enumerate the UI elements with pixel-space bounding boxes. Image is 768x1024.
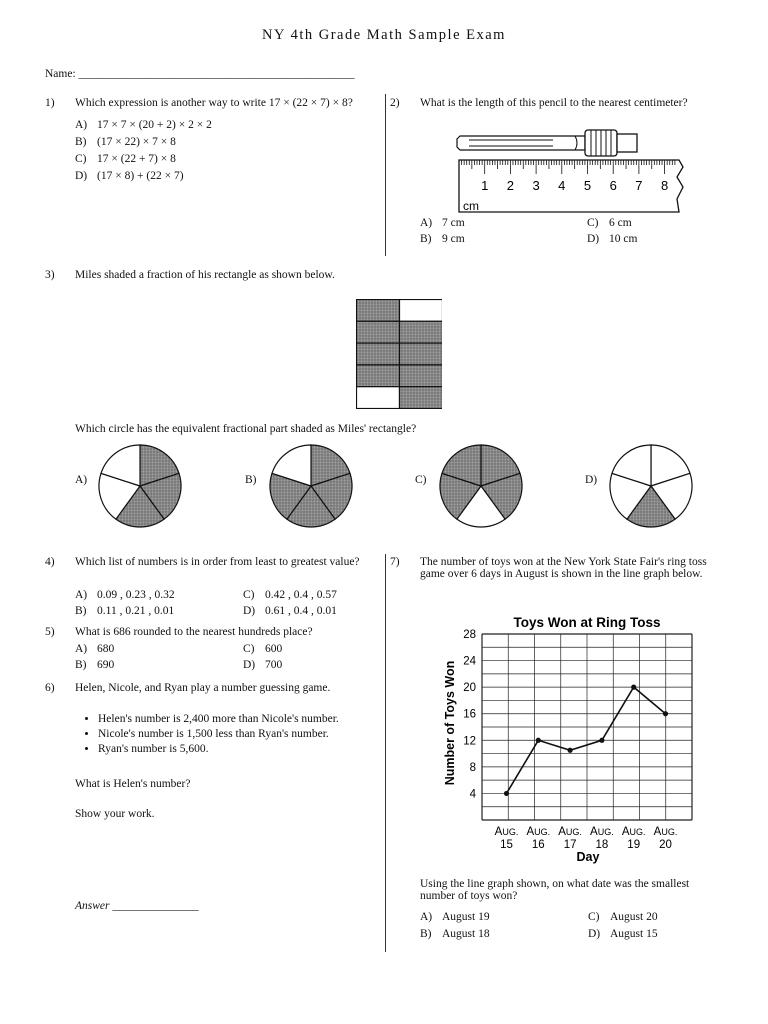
ruler-number: 4 [558,178,566,193]
q2-option-b[interactable] [420,233,465,245]
ruler-number: 8 [660,178,669,193]
ruler-icon [459,160,683,213]
option-text: August 18 [442,928,490,940]
circle-b[interactable] [267,442,355,530]
x-tick-label-bottom: 16 [531,839,545,851]
option-text: August 20 [610,911,658,923]
circle-c[interactable] [437,442,525,530]
option-letter: B) [75,659,87,671]
question-3-prompt: Which circle has the equivalent fractional part shaded as Miles' rectangle? [75,423,417,435]
option-letter: C) [243,643,255,655]
name-line[interactable] [45,68,355,80]
answer-line[interactable] [75,900,199,912]
q2-option-a[interactable] [420,217,465,229]
ruler-number: 3 [532,178,540,193]
y-tick-label: 12 [463,735,476,748]
question-7-number: 7) [390,556,400,568]
ruler-number: 6 [609,178,617,193]
option-letter: A) [420,911,433,923]
option-letter: B) [420,928,432,940]
rectangle-cell [400,387,443,409]
option-text: 10 cm [609,233,638,245]
option-letter: C) [587,217,599,229]
q4-option-c[interactable] [243,589,337,601]
bullet-item: • Helen's number is 2,400 more than Nicole's number. [98,713,378,725]
data-point [631,685,636,690]
question-3-number: 3) [45,269,55,281]
question-2-number: 2) [390,97,400,109]
x-tick-label-bottom: 20 [659,839,672,851]
answer-blank[interactable]: _______________ [112,900,199,912]
ruler-number: 1 [481,178,489,193]
bullet-item: • Nicole's number is 1,500 less than Ryan's number. [98,728,378,740]
option-letter: A) [75,119,88,131]
ruler-number: 5 [583,178,592,193]
data-point [568,748,573,753]
ruler-unit-label: cm [463,199,479,213]
option-letter: D) [75,170,88,182]
option-text: 690 [97,659,115,671]
rectangle-cell [400,365,443,387]
option-text: 6 cm [609,217,632,229]
q5-option-b[interactable] [75,659,115,671]
option-letter: B) [75,136,87,148]
question-6-number: 6) [45,682,55,694]
option-text: 600 [265,643,283,655]
q4-option-a[interactable] [75,589,175,601]
option-letter: A) [420,217,433,229]
option-text: 17 × 7 × (20 + 2) × 2 × 2 [97,119,212,131]
q4-option-b[interactable] [75,605,175,617]
option-text: August 19 [442,911,490,923]
circle-d[interactable] [607,442,695,530]
x-tick-label-top: AUG. [494,826,519,838]
shaded-rectangle [356,299,442,409]
name-blank[interactable]: ________________________________________________ [78,68,355,80]
option-text: 680 [97,643,115,655]
circle-a[interactable] [96,442,184,530]
q7-option-c[interactable] [588,911,658,923]
option-letter: D) [587,233,600,245]
x-tick-label-bottom: 17 [563,839,577,851]
ruler-number: 7 [635,178,643,193]
option-letter: C) [75,153,87,165]
data-point [536,738,541,743]
q7-option-b[interactable] [420,928,490,940]
option-text: (17 × 22) × 7 × 8 [97,136,176,148]
option-d[interactable] [75,170,184,182]
option-b[interactable] [75,136,176,148]
rectangle-cell [400,343,443,365]
x-tick-label-top: AUG. [653,826,678,838]
option-text: 0.11 , 0.21 , 0.01 [97,605,175,617]
q4-option-d[interactable] [243,605,337,617]
option-letter: B) [420,233,432,245]
chart-x-label: Day [576,850,600,864]
question-5-text: What is 686 rounded to the nearest hundreds place? [75,626,313,638]
circle-label-c[interactable]: C) [415,474,427,486]
q7-option-a[interactable] [420,911,490,923]
q5-option-c[interactable] [243,643,283,655]
option-letter: A) [75,589,88,601]
bullet-item: • Ryan's number is 5,600. [98,743,378,755]
rectangle-cell [357,365,400,387]
q5-option-d[interactable] [243,659,283,671]
divider-bottom [385,554,386,952]
y-tick-label: 4 [469,788,476,801]
x-tick-label-top: AUG. [621,826,646,838]
option-a[interactable] [75,119,212,131]
question-number: 1) [45,97,55,109]
answer-label: Answer [75,900,110,912]
pencil-icon [457,130,637,156]
option-letter: B) [75,605,87,617]
x-tick-label-top: AUG. [526,826,551,838]
x-tick-label-bottom: 18 [595,839,609,851]
option-letter: A) [75,643,88,655]
rectangle-cell [357,343,400,365]
question-4-text: Which list of numbers is in order from least to greatest value? [75,556,360,568]
option-letter: C) [243,589,255,601]
option-text: 17 × (22 + 7) × 8 [97,153,176,165]
option-letter: D) [243,659,256,671]
circle-label-d[interactable]: D) [585,474,598,486]
question-6-prompt: What is Helen's number? [75,778,191,790]
q2-option-c[interactable] [587,217,632,229]
question-2-text: What is the length of this pencil to the nearest centimeter? [420,97,688,109]
divider-top [385,94,386,256]
option-text: 700 [265,659,283,671]
y-tick-label: 8 [469,761,476,774]
x-tick-label-bottom: 19 [627,839,641,851]
x-tick-label-top: AUG. [590,826,614,838]
data-point [663,711,668,716]
question-7-prompt: Using the line graph shown, on what date was the smallest number of toys won? [420,878,690,902]
name-label: Name: [45,68,76,80]
data-point [599,738,604,743]
page-title: NY 4th Grade Math Sample Exam [262,27,506,43]
rectangle-cell [357,387,400,409]
question-7-text: The number of toys won at the New York State Fair's ring toss game over 6 days in August is shown in the line graph below. [420,556,707,580]
rectangle-cell [400,300,443,322]
data-point [504,791,509,796]
line-chart [430,608,700,868]
y-tick-label: 16 [463,708,476,721]
option-letter: D) [243,605,256,617]
q5-option-a[interactable] [75,643,115,655]
question-6-text: Helen, Nicole, and Ryan play a number guessing game. [75,682,331,694]
y-tick-label: 28 [463,629,476,641]
q2-option-d[interactable] [587,233,638,245]
x-tick-label-top: AUG. [558,826,582,838]
rectangle-cell [400,321,443,343]
option-text: 0.09 , 0.23 , 0.32 [97,589,175,601]
circle-label-b[interactable]: B) [245,474,257,486]
x-tick-label-bottom: 15 [500,839,513,851]
y-tick-label: 24 [463,655,476,668]
option-text: (17 × 8) + (22 × 7) [97,170,184,182]
option-text: 0.42 , 0.4 , 0.57 [265,589,337,601]
question-text: Which expression is another way to write 17 × (22 × 7) × 8? [75,97,353,109]
rectangle-cell [357,321,400,343]
option-text: 0.61 , 0.4 , 0.01 [265,605,337,617]
y-tick-label: 20 [463,682,476,695]
option-text: August 15 [610,928,658,940]
question-6-instruction: Show your work. [75,808,155,820]
option-letter: D) [588,928,601,940]
option-letter: C) [588,911,600,923]
chart-y-label: Number of Toys Won [443,660,457,786]
rectangle-cell [357,300,400,322]
question-3-text: Miles shaded a fraction of his rectangle as shown below. [75,269,335,281]
chart-title: Toys Won at Ring Toss [513,615,661,630]
question-6-bullets [78,713,378,758]
question-5-number: 5) [45,626,55,638]
q7-option-d[interactable] [588,928,658,940]
question-4-number: 4) [45,556,55,568]
circle-label-a[interactable]: A) [75,474,88,486]
option-c[interactable] [75,153,176,165]
option-text: 9 cm [442,233,465,245]
option-text: 7 cm [442,217,465,229]
ruler-number: 2 [506,178,515,193]
pencil-ruler-figure [455,122,695,218]
